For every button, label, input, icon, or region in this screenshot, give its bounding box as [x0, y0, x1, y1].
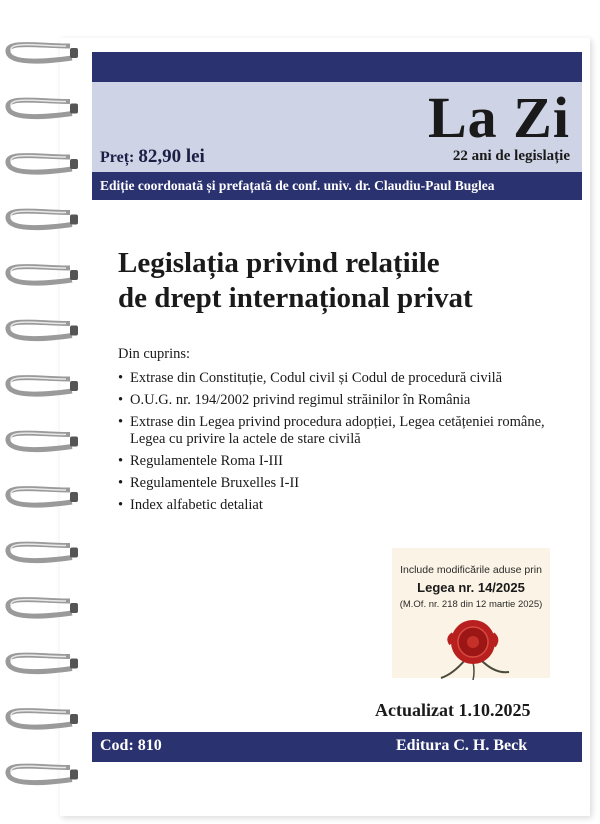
product-code: Cod: 810 — [100, 737, 162, 754]
binding-hole — [70, 548, 78, 558]
list-item: • O.U.G. nr. 194/2002 privind regimul străinilor în România — [118, 392, 568, 409]
spiral-binding — [0, 20, 80, 820]
price — [100, 146, 205, 168]
badge-line-1: Include modificările aduse prin — [400, 564, 542, 576]
spiral-ring — [8, 655, 72, 672]
wax-seal-icon — [435, 612, 515, 682]
spiral-ring — [8, 489, 72, 506]
title-line-2: de drept internațional privat — [118, 282, 473, 314]
spiral-ring — [8, 766, 72, 783]
binding-hole — [70, 326, 78, 336]
badge-line-3: (M.Of. nr. 218 din 12 martie 2025) — [399, 599, 543, 610]
top-band — [92, 52, 582, 82]
binding-hole — [70, 215, 78, 225]
series-brand: La Zi — [428, 85, 570, 150]
spiral-ring — [8, 433, 72, 450]
contents-list — [118, 370, 568, 519]
binding-hole — [70, 104, 78, 114]
spiral-ring — [8, 100, 72, 117]
contents-label: Din cuprins: — [118, 346, 191, 362]
updated-date: Actualizat 1.10.2025 — [375, 700, 531, 720]
binding-hole — [70, 381, 78, 391]
spiral-ring — [8, 45, 72, 62]
spiral-ring — [8, 156, 72, 173]
binding-hole — [70, 659, 78, 669]
spiral-ring — [8, 378, 72, 395]
binding-hole — [70, 492, 78, 502]
spiral-ring — [8, 600, 72, 617]
list-item: • Extrase din Constituție, Codul civil și Codul de procedură civilă — [118, 370, 568, 387]
binding-hole — [70, 270, 78, 280]
binding-hole — [70, 714, 78, 724]
binding-hole — [70, 603, 78, 613]
book-title — [118, 246, 568, 316]
price-amount: 82,90 lei — [138, 146, 205, 167]
spiral-ring — [8, 322, 72, 339]
binding-hole — [70, 159, 78, 169]
badge-line-2: Legea nr. 14/2025 — [417, 580, 525, 595]
list-item: • Regulamentele Bruxelles I-II — [118, 475, 568, 492]
series-tagline: 22 ani de legislație — [452, 148, 570, 164]
spiral-ring — [8, 267, 72, 284]
list-item: • Index alfabetic detaliat — [118, 497, 568, 514]
binding-hole — [70, 48, 78, 58]
spiral-ring — [8, 711, 72, 728]
spiral-ring — [8, 544, 72, 561]
editor-line: Ediție coordonată și prefațată de conf. univ. dr. Claudiu-Paul Buglea — [100, 178, 495, 193]
title-line-1: Legislația privind relațiile — [118, 247, 440, 279]
binding-hole — [70, 437, 78, 447]
spiral-ring — [8, 211, 72, 228]
publisher: Editura C. H. Beck — [396, 737, 528, 754]
list-item: • Extrase din Legea privind procedura adopției, Legea cetățeniei române, Legea cu privire la actele de stare civilă — [118, 414, 568, 448]
price-label: Preț: — [100, 149, 135, 166]
list-item: • Regulamentele Roma I-III — [118, 453, 568, 470]
binding-hole — [70, 770, 78, 780]
